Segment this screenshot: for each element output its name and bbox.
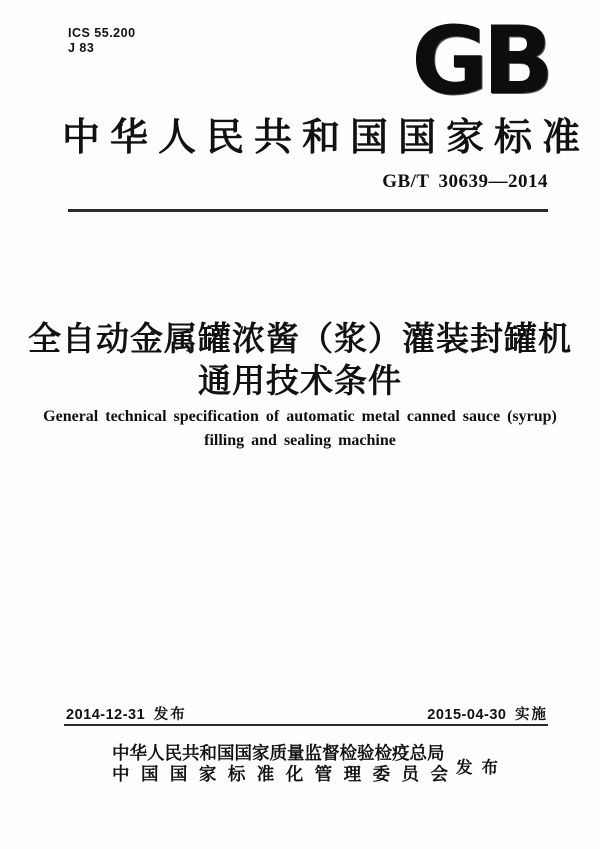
national-standard-heading: 中华人民共和国国家标准 — [62, 117, 591, 159]
gb-logo: GB — [411, 7, 548, 116]
standard-number: GB/T 30639—2014 — [382, 171, 548, 192]
title-chinese-line1: 全自动金属罐浓酱（浆）灌装封罐机 — [28, 320, 572, 357]
issue-date: 2014-12-31 — [66, 707, 146, 723]
publish-action-label: 发布 — [456, 759, 507, 777]
dates-row — [66, 703, 548, 724]
title-english-line1: General technical specification of automatic metal canned sauce (syrup) — [43, 408, 557, 425]
publisher-line2: 中国国家标准化管理委员会 — [112, 763, 448, 784]
title-english-line2: filling and sealing machine — [204, 432, 396, 449]
publisher-block — [112, 743, 448, 784]
publisher-line1: 中华人民共和国国家质量监督检验检疫总局 — [112, 743, 445, 763]
implementation-date: 2015-04-30 — [427, 707, 507, 723]
title-chinese-line2: 通用技术条件 — [198, 362, 402, 399]
footer-divider-line — [64, 724, 548, 726]
doc-classification-code: J 83 — [68, 41, 95, 55]
implementation-label: 实施 — [515, 707, 548, 723]
title-chinese — [0, 318, 600, 402]
issue-label: 发布 — [153, 707, 187, 723]
classification-codes — [68, 26, 136, 56]
ics-code: ICS 55.200 — [68, 26, 136, 40]
implementation-date-group — [427, 703, 548, 724]
header-divider-line — [68, 209, 548, 212]
title-english — [0, 405, 600, 453]
issue-date-group — [66, 703, 187, 724]
